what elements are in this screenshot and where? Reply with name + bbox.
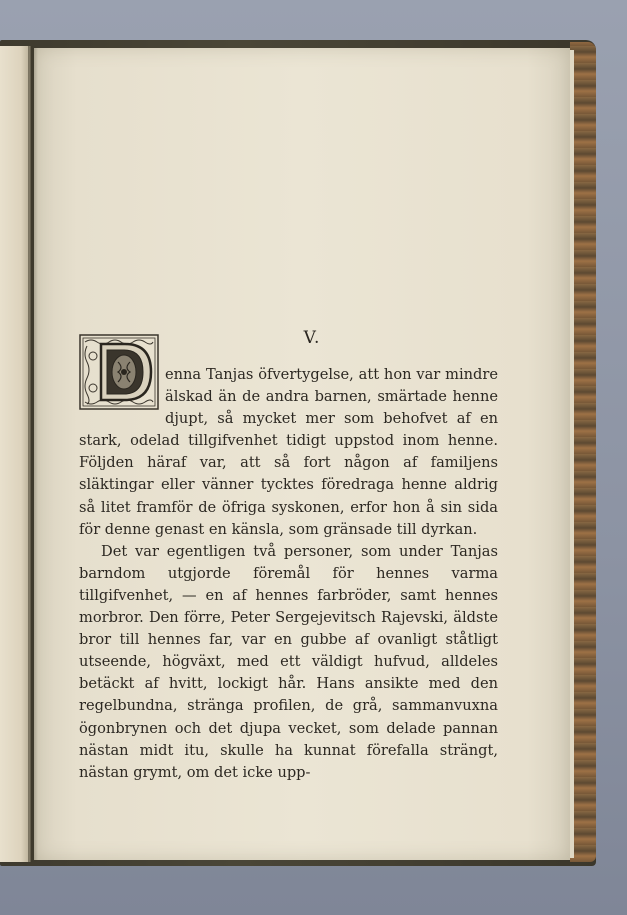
body-text	[79, 331, 498, 784]
left-page-edge	[0, 46, 31, 862]
chapter-heading: V.	[303, 328, 321, 348]
book-page	[34, 48, 570, 860]
ornamental-dropcap-icon	[79, 334, 159, 410]
paragraph-1: enna Tanjas öfvertygelse, att hon var mindre älskad än de andra barnen, smärtade henne djupt, så mycket mer som behofvet af en stark, odelad tillgifvenhet tidigt uppstod inom henne. Följden häraf var, att så fort någon af familjens släktingar eller vänner tycktes föredraga henne aldrig så litet framför de öfriga syskonen, erfor hon å sin sida för denne genast en känsla, som gränsade till dyrkan.	[79, 366, 498, 538]
paragraph-2: Det var egentligen två personer, som under Tanjas barndom utgjorde föremål för hennes varma tillgifvenhet, — en af hennes farbröder, samt hennes morbror. Den förre, Peter Sergejevitsch Rajevski, äldste bror till hennes far, var en gubbe af ovanligt ståtligt utseende, högväxt, med ett väldigt hufvud, alldeles betäckt af hvitt, lockigt hår. Hans ansikte med den regelbundna, stränga profilen, de grå, sammanvuxna ögonbrynen och det djupa vecket, som delade pannan nästan midt itu, skulle ha kunnat förefalla strängt, nästan grymt, om det icke upp-	[79, 542, 498, 781]
gutter-shadow	[28, 46, 38, 862]
